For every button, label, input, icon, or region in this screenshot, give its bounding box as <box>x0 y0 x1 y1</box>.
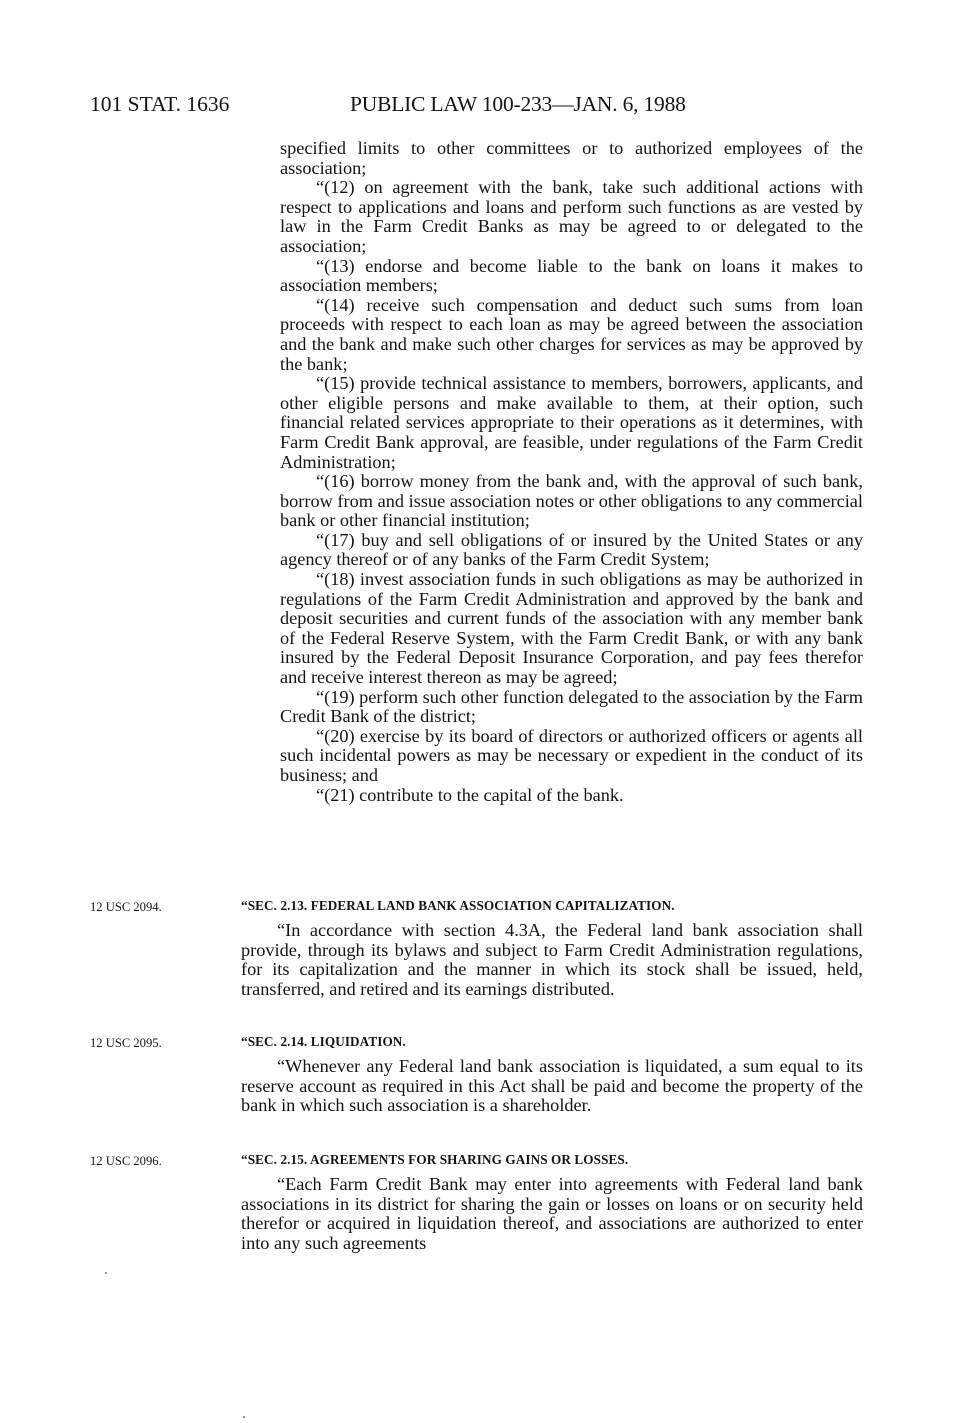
section-text: “Whenever any Federal land bank association is liquidated, a sum equal to its reserve account as required in this Act shall be paid and become the property of the bank in which such association is a shareholder. <box>241 1056 863 1116</box>
section-2-15 <box>241 1150 863 1253</box>
usc-citation-2095: 12 USC 2095. <box>90 1036 162 1050</box>
clause-12: “(12) on agreement with the bank, take such additional actions with respect to applications and loans and perform such functions as are vested by law in the Farm Credit Banks as may be agreed to or delegated to the association; <box>280 177 863 256</box>
clause-18: “(18) invest association funds in such obligations as may be authorized in regulations of the Farm Credit Administration and approved by the bank and deposit securities and current funds of the association with any member bank of the Federal Reserve System, with the Farm Credit Bank, or with any bank insured by the Federal Deposit Insurance Corporation, and pay fees therefor and receive interest thereon as may be agreed; <box>280 569 863 688</box>
clause-21: “(21) contribute to the capital of the bank. <box>316 784 624 805</box>
section-2-13 <box>241 896 863 999</box>
section-heading: “SEC. 2.14. LIQUIDATION. <box>241 1034 406 1049</box>
usc-citation-2096: 12 USC 2096. <box>90 1154 162 1168</box>
clause-20: “(20) exercise by its board of directors or authorized officers or agents all such incidental powers as may be necessary or expedient in the conduct of its business; and <box>280 725 863 785</box>
clause-14: “(14) receive such compensation and deduct such sums from loan proceeds with respect to each loan as may be agreed between the association and the bank and make such other charges for services as may be approved by the bank; <box>280 294 863 374</box>
scan-speck <box>105 1272 107 1274</box>
section-heading: “SEC. 2.13. FEDERAL LAND BANK ASSOCIATION CAPITALIZATION. <box>241 898 675 913</box>
section-heading: “SEC. 2.15. AGREEMENTS FOR SHARING GAINS OR LOSSES. <box>241 1152 629 1167</box>
page-header <box>90 88 753 120</box>
section-2-14 <box>241 1032 863 1116</box>
scan-speck <box>243 1416 245 1418</box>
clause-16: “(16) borrow money from the bank and, with the approval of such bank, borrow from and issue association notes or other obligations to any commercial bank or other financial institution; <box>280 471 863 531</box>
section-text: “In accordance with section 4.3A, the Federal land bank association shall provide, through its bylaws and subject to Farm Credit Administration regulations, for its capitalization and the manner in which its stock shall be issued, held, transferred, and retired and its earnings distributed. <box>241 920 863 999</box>
section-text: “Each Farm Credit Bank may enter into agreements with Federal land bank associations in its district for sharing the gain or losses on loans or on security held therefor or acquired in liquidation thereof, and associations are authorized to enter into any such agreements <box>241 1174 863 1253</box>
clause-15: “(15) provide technical assistance to members, borrowers, applicants, and other eligible persons and make available to them, at their option, such financial related services appropriate to their operations as it determines, with Farm Credit Bank approval, are feasible, under regulations of the Farm Credit Administration; <box>280 373 863 472</box>
clause-17: “(17) buy and sell obligations of or insured by the United States or any agency thereof or of any banks of the Farm Credit System; <box>280 529 863 570</box>
clause-19: “(19) perform such other function delegated to the association by the Farm Credit Bank of the district; <box>280 686 863 727</box>
statute-page-number: 101 STAT. 1636 <box>90 92 230 116</box>
usc-citation-2094: 12 USC 2094. <box>90 900 162 914</box>
public-law-title: PUBLIC LAW 100-233—JAN. 6, 1988 <box>350 92 686 116</box>
clause-continuation: specified limits to other committees or to authorized employees of the association; <box>280 138 863 178</box>
clause-13: “(13) endorse and become liable to the bank on loans it makes to association members; <box>280 255 863 296</box>
clause-list <box>280 139 863 805</box>
clauses-block <box>241 139 863 805</box>
